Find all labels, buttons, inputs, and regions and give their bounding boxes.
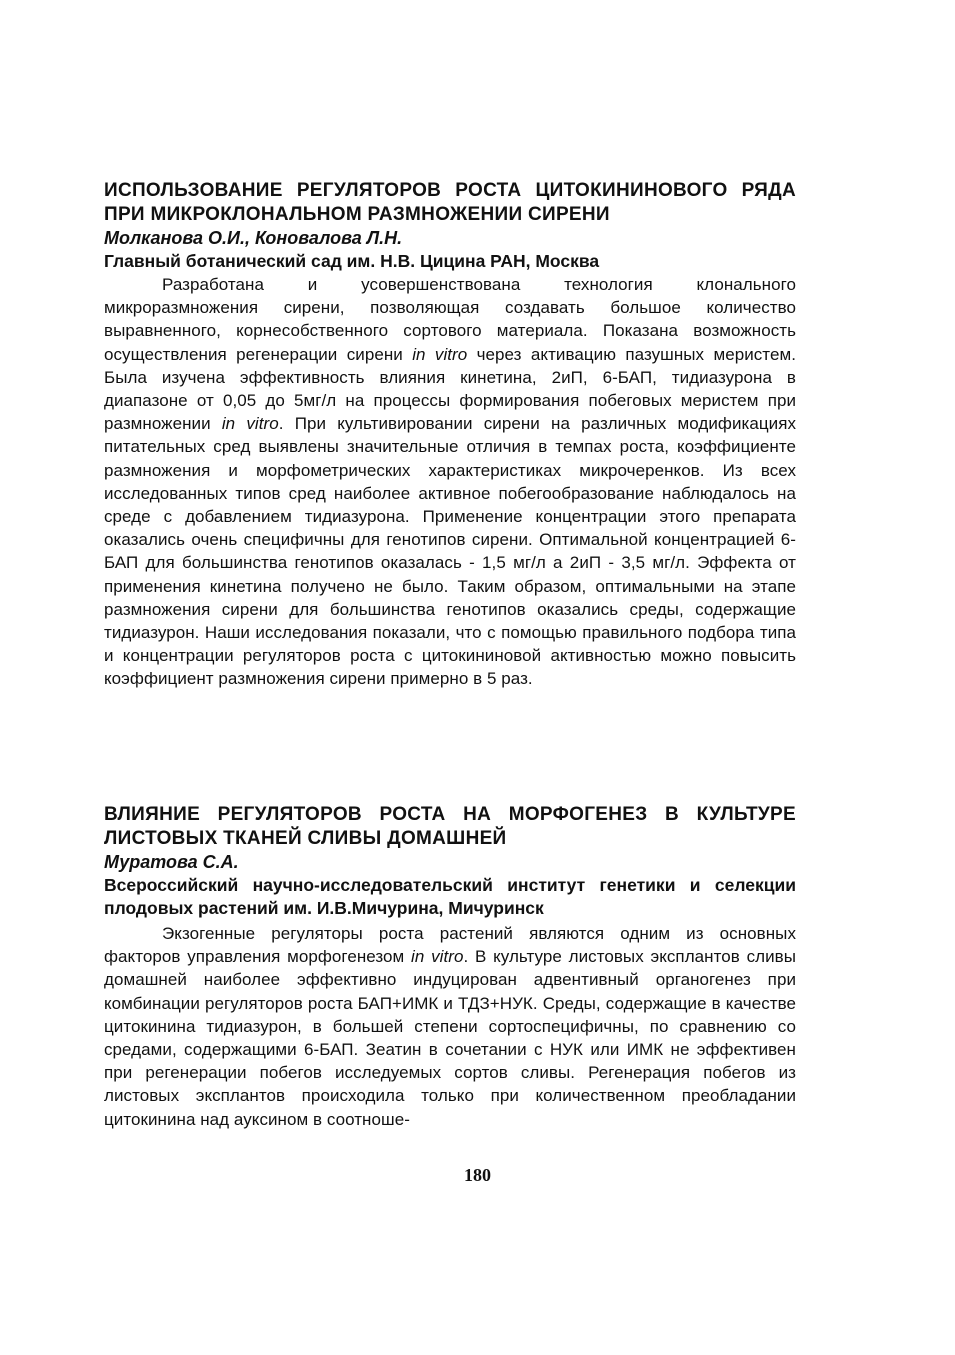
abstract-latin-term: in vitro [221, 414, 279, 434]
abstract-text: . В культуре листовых эксплантов сливы домашней наиболее эффективно индуцирован адвентивный органогенез при комбинации регуляторов роста БАП+ИМК и ТДЗ+НУК. Среды, содержащие в качестве цитокинина тидиазурон, в большей степени сортоспецифичны, по сравнению со средами, содержащими 6-БАП. Зеатин в сочетании с НУК или ИМК не эффективен при регенерации побегов исследуемых сортов сливы. Регенерация побегов из листовых эксплантов происходила только при количественном преобладании цитокинина над ауксином в соотноше- [104, 947, 796, 1129]
abstract-latin-term: in vitro [412, 344, 468, 364]
article-plum-morphogenesis [104, 803, 796, 1131]
article-affiliation: Всероссийский научно-исследовательский институт генетики и селекции плодовых растений им. И.В.Мичурина, Мичуринск [104, 875, 796, 918]
article-abstract [104, 922, 796, 1131]
article-authors: Молканова О.И., Коновалова Л.Н. [104, 228, 403, 248]
abstract-text: . При культивировании сирени на различных модификациях питательных сред выявлены значительные отличия в темпах роста, коэффициенте размножения и морфометрических характеристиках микрочеренков. Из всех исследованных типов сред наиболее активное побегообразование наблюдалось на среде с добавлением тидиазурона. Применение концентрации этого препарата оказались очень специфичны для генотипов сирени. Оптимальной концентрацией 6-БАП для большинства генотипов оказалась - 1,5 мг/л а 2иП - 3,5 мг/л. Эффекта от применения кинетина получено не было. Таким образом, оптимальными на этапе размножения сирени для большинства генотипов оказались среды, содержащие тидиазурон. Наши исследования показали, что с помощью правильного подбора типа и концентрации регуляторов роста с цитокининовой активностью можно повысить коэффициент размножения сирени примерно в 5 раз. [104, 414, 796, 689]
article-lilac-cytokinins [104, 179, 796, 691]
abstract-latin-term: in vitro [411, 947, 464, 967]
article-authors: Муратова С.А. [104, 852, 239, 872]
page-number: 180 [464, 1165, 491, 1185]
abstract-text: Экзогенные регуляторы роста растений являются одним из основных факторов управления морфогенезом [104, 924, 796, 967]
abstract-text: через активацию пазушных меристем. Была изучена эффективность влияния кинетина, 2иП, 6-БАП, тидиазурона в диапазоне от 0,05 до 5мг/л на процессы формирования побеговых меристем при размножении [104, 344, 796, 434]
article-abstract [104, 273, 796, 691]
article-title: ВЛИЯНИЕ РЕГУЛЯТОРОВ РОСТА НА МОРФОГЕНЕЗ В КУЛЬТУРЕ ЛИСТОВЫХ ТКАНЕЙ СЛИВЫ ДОМАШНЕЙ [104, 804, 796, 849]
abstract-text: Разработана и усовершенствована технология клонального микроразмножения сирени, позволяющая создавать большое количество выравненного, корнесобственного сортового материала. Показана возможность осуществления регенерации сирени [104, 275, 796, 364]
article-title: ИСПОЛЬЗОВАНИЕ РЕГУЛЯТОРОВ РОСТА ЦИТОКИНИНОВОГО РЯДА ПРИ МИКРОКЛОНАЛЬНОМ РАЗМНОЖЕНИИ СИРЕНИ [104, 180, 796, 225]
article-affiliation: Главный ботанический сад им. Н.В. Цицина РАН, Москва [104, 251, 600, 271]
